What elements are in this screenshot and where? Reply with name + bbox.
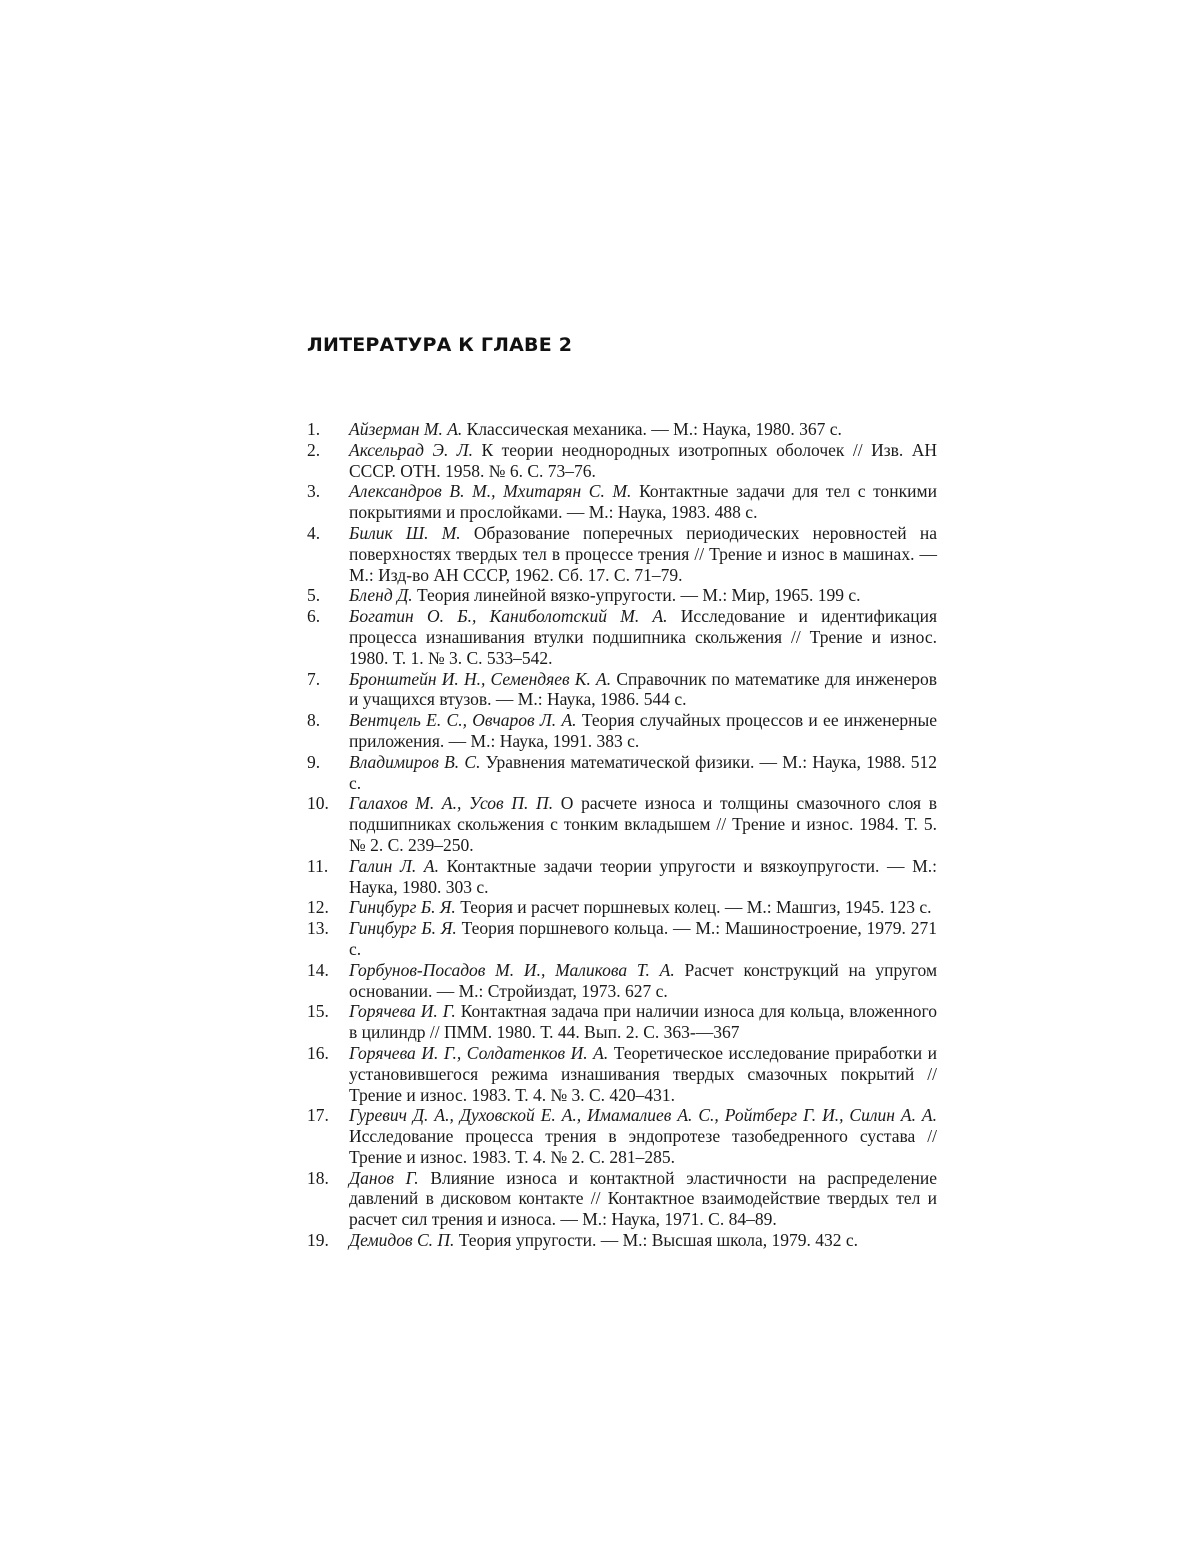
reference-body bbox=[349, 1001, 937, 1043]
reference-details: Теоретическое исследование приработки и установившегося режима изнашивания твердых смазочных покрытий // Трение и износ. 1983. Т. 4. № 3. С. 420–431. bbox=[349, 1042, 938, 1105]
reference-entry bbox=[307, 1105, 937, 1167]
reference-number: 8. bbox=[307, 710, 321, 731]
reference-body bbox=[349, 897, 937, 918]
reference-details: Теория случайных процессов и ее инженерные приложения. — М.: Наука, 1991. 383 с. bbox=[349, 710, 938, 751]
reference-number: 5. bbox=[307, 585, 321, 606]
reference-author: Билик Ш. М. bbox=[349, 522, 461, 543]
reference-details: Влияние износа и контактной эластичности на распределение давлений в дисковом контакте // Контактное взаимодействие твердых тел и расчет сил трения и износа. — М.: Наука, 1971. С. 84–89. bbox=[349, 1167, 937, 1230]
reference-entry bbox=[307, 1043, 937, 1105]
reference-number: 14. bbox=[307, 959, 329, 980]
reference-entry bbox=[307, 419, 937, 440]
reference-number: 6. bbox=[307, 606, 321, 627]
reference-body bbox=[349, 440, 937, 482]
reference-author: Гуревич Д. А., Духовской Е. А., Имамалиев А. С., Ройтберг Г. И., Силин А. А. bbox=[349, 1105, 937, 1126]
reference-number: 10. bbox=[307, 793, 329, 814]
reference-entry bbox=[307, 606, 937, 668]
reference-details: Теория и расчет поршневых колец. — М.: Машгиз, 1945. 123 с. bbox=[460, 897, 932, 918]
reference-author: Богатин О. Б., Каниболотский М. А. bbox=[349, 606, 668, 627]
reference-details: Контактная задача при наличии износа для кольца, вложенного в цилиндр // ПММ. 1980. Т. 44. Вып. 2. С. 363-—367 bbox=[349, 1001, 938, 1043]
reference-number: 12. bbox=[307, 897, 329, 918]
reference-details: К теории неоднородных изотропных оболочек // Изв. АН СССР. ОТН. 1958. № 6. С. 73–76. bbox=[349, 439, 938, 481]
reference-entry bbox=[307, 856, 937, 898]
reference-body bbox=[349, 523, 937, 585]
reference-body bbox=[349, 669, 937, 711]
reference-entry bbox=[307, 897, 937, 918]
reference-details: Исследование и идентификация процесса изнашивания втулки подшипника скольжения // Трение и износ. 1980. Т. 1. № 3. С. 533–542. bbox=[349, 606, 937, 668]
reference-number: 9. bbox=[307, 751, 321, 772]
reference-details: О расчете износа и толщины смазочного слоя в подшипниках скольжения с тонким вкладышем // Трение и износ. 1984. Т. 5. № 2. С. 239–250. bbox=[349, 793, 938, 855]
reference-body bbox=[349, 752, 937, 794]
reference-author: Аксельрад Э. Л. bbox=[349, 439, 474, 460]
reference-number: 15. bbox=[307, 1001, 329, 1022]
reference-body bbox=[349, 918, 937, 960]
reference-body bbox=[349, 585, 937, 606]
reference-author: Бронштейн И. Н., Семендяев К. А. bbox=[349, 668, 612, 689]
reference-body bbox=[349, 606, 937, 668]
reference-entry bbox=[307, 752, 937, 794]
reference-author: Данов Г. bbox=[349, 1167, 419, 1188]
reference-entry bbox=[307, 918, 937, 960]
reference-author: Айзерман М. А. bbox=[349, 419, 463, 439]
reference-author: Гинцбург Б. Я. bbox=[349, 897, 456, 918]
reference-entry bbox=[307, 1168, 937, 1230]
reference-details: Справочник по математике для инженеров и учащихся втузов. — М.: Наука, 1986. 544 с. bbox=[349, 668, 937, 710]
reference-entry bbox=[307, 481, 937, 523]
reference-number: 18. bbox=[307, 1167, 329, 1188]
reference-number: 17. bbox=[307, 1105, 329, 1126]
reference-body bbox=[349, 710, 937, 752]
reference-entry bbox=[307, 710, 937, 752]
reference-body bbox=[349, 481, 937, 523]
reference-number: 2. bbox=[307, 439, 321, 460]
reference-author: Горячева И. Г. bbox=[349, 1001, 456, 1022]
reference-entry bbox=[307, 1001, 937, 1043]
reference-author: Вентцель Е. С., Овчаров Л. А. bbox=[349, 710, 577, 731]
reference-number: 16. bbox=[307, 1042, 329, 1063]
reference-entry bbox=[307, 440, 937, 482]
reference-body bbox=[349, 1168, 937, 1230]
reference-body bbox=[349, 1105, 937, 1167]
reference-entry bbox=[307, 1230, 937, 1251]
reference-number: 11. bbox=[307, 855, 329, 876]
reference-entry bbox=[307, 960, 937, 1002]
reference-details: Теория линейной вязко-упругости. — М.: Мир, 1965. 199 с. bbox=[416, 585, 861, 606]
reference-details: Исследование процесса трения в эндопротезе тазобедренного сустава // Трение и износ. 1983. Т. 4. № 2. С. 281–285. bbox=[349, 1126, 937, 1167]
reference-author: Галахов М. А., Усов П. П. bbox=[349, 793, 554, 814]
reference-entry bbox=[307, 793, 937, 855]
reference-number: 4. bbox=[307, 522, 321, 543]
reference-author: Гинцбург Б. Я. bbox=[349, 918, 457, 939]
reference-body bbox=[349, 419, 937, 440]
reference-details: Уравнения математической физики. — М.: Наука, 1988. 512 с. bbox=[349, 751, 937, 793]
reference-number: 3. bbox=[307, 481, 321, 502]
reference-details: Теория упругости. — М.: Высшая школа, 1979. 432 с. bbox=[458, 1230, 858, 1251]
reference-body bbox=[349, 1043, 937, 1105]
chapter-references-heading: ЛИТЕРАТУРА К ГЛАВЕ 2 bbox=[307, 334, 573, 356]
reference-body bbox=[349, 960, 937, 1002]
reference-author: Владимиров В. С. bbox=[349, 751, 481, 772]
reference-body bbox=[349, 793, 937, 855]
reference-number: 13. bbox=[307, 918, 329, 939]
reference-details: Расчет конструкций на упругом основании. — М.: Стройиздат, 1973. 627 с. bbox=[349, 959, 938, 1001]
reference-number: 7. bbox=[307, 668, 321, 689]
reference-list bbox=[307, 419, 937, 1251]
reference-author: Александров В. М., Мхитарян С. М. bbox=[349, 481, 632, 502]
reference-details: Контактные задачи для тел с тонкими покрытиями и прослойками. — М.: Наука, 1983. 488 с. bbox=[349, 481, 937, 523]
reference-details: Контактные задачи теории упругости и вязкоупругости. — М.: Наука, 1980. 303 с. bbox=[349, 855, 938, 897]
reference-body bbox=[349, 856, 937, 898]
reference-body bbox=[349, 1230, 937, 1251]
reference-details: Образование поперечных периодических неровностей на поверхностях твердых тел в процессе трения // Трение и износ в машинах. — М.: Изд-во АН СССР, 1962. Сб. 17. С. 71–79. bbox=[349, 522, 938, 585]
reference-author: Горячева И. Г., Солдатенков И. А. bbox=[349, 1042, 609, 1063]
reference-entry bbox=[307, 585, 937, 606]
reference-number: 1. bbox=[307, 419, 321, 439]
reference-details: Классическая механика. — М.: Наука, 1980. 367 с. bbox=[466, 419, 842, 439]
reference-details: Теория поршневого кольца. — М.: Машиностроение, 1979. 271 с. bbox=[349, 918, 938, 959]
reference-number: 19. bbox=[307, 1230, 329, 1251]
reference-entry bbox=[307, 523, 937, 585]
reference-author: Демидов С. П. bbox=[349, 1230, 455, 1251]
reference-author: Горбунов-Посадов М. И., Маликова Т. А. bbox=[349, 959, 675, 980]
reference-author: Галин Л. А. bbox=[349, 855, 439, 876]
reference-author: Бленд Д. bbox=[349, 585, 413, 606]
reference-entry bbox=[307, 669, 937, 711]
